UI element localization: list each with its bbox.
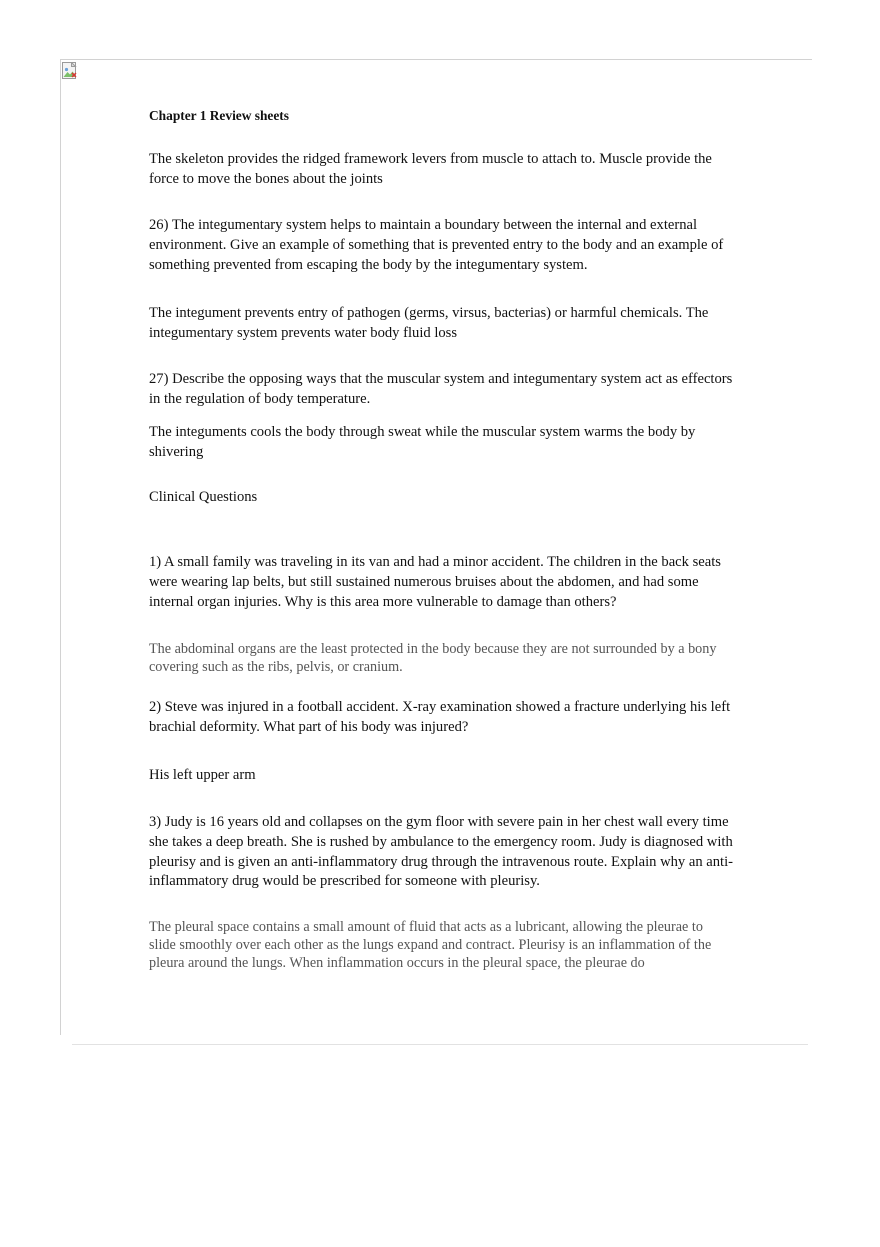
clinical-answer-2: His left upper arm (149, 767, 256, 783)
broken-image-icon (62, 62, 80, 80)
divider (72, 1044, 808, 1045)
answer-27: The integuments cools the body through sweat while the muscular system warms the body by shivering (149, 424, 696, 460)
section-heading-clinical: Clinical Questions (149, 489, 258, 505)
question-27: 27) Describe the opposing ways that the muscular system and integumentary system act as effectors in the regulation of body temperature. (149, 371, 733, 407)
clinical-question-1: 1) A small family was traveling in its van and had a minor accident. The children in the back seats were wearing lap belts, but still sustained numerous bruises about the abdomen, and had some internal organ injuries. Why is this area more vulnerable to damage than others? (149, 554, 721, 610)
paragraph-skeleton-answer: The skeleton provides the ridged framework levers from muscle to attach to. Muscle provide the force to move the bones about the joints (149, 151, 712, 187)
answer-26: The integument prevents entry of pathogen (germs, virsus, bacterias) or harmful chemicals. The integumentary system prevents water body fluid loss (149, 305, 709, 341)
clinical-question-3: 3) Judy is 16 years old and collapses on the gym floor with severe pain in her chest wall every time she takes a deep breath. She is rushed by ambulance to the emergency room. Judy is diagnosed with pleurisy and is given an anti-inflammatory drug through the intravenous route. Explain why an anti-inflammatory drug would be prescribed for someone with pleurisy. (149, 814, 734, 890)
clinical-answer-3: The pleural space contains a small amount of fluid that acts as a lubricant, allowing the pleurae to slide smoothly over each other as the lungs expand and contract. Pleurisy is an inflammation of the pleura around the lungs. When inflammation occurs in the pleural space, the pleurae do (149, 919, 712, 971)
clinical-question-2: 2) Steve was injured in a football accident. X-ray examination showed a fracture underlying his left brachial deformity. What part of his body was injured? (149, 699, 731, 735)
document-title: Chapter 1 Review sheets (149, 108, 289, 123)
question-26: 26) The integumentary system helps to maintain a boundary between the internal and external environment. Give an example of something that is prevented entry to the body and an example of something prevented from escaping the body by the integumentary system. (149, 217, 724, 273)
clinical-answer-1: The abdominal organs are the least protected in the body because they are not surrounded by a bony covering such as the ribs, pelvis, or cranium. (149, 641, 717, 675)
